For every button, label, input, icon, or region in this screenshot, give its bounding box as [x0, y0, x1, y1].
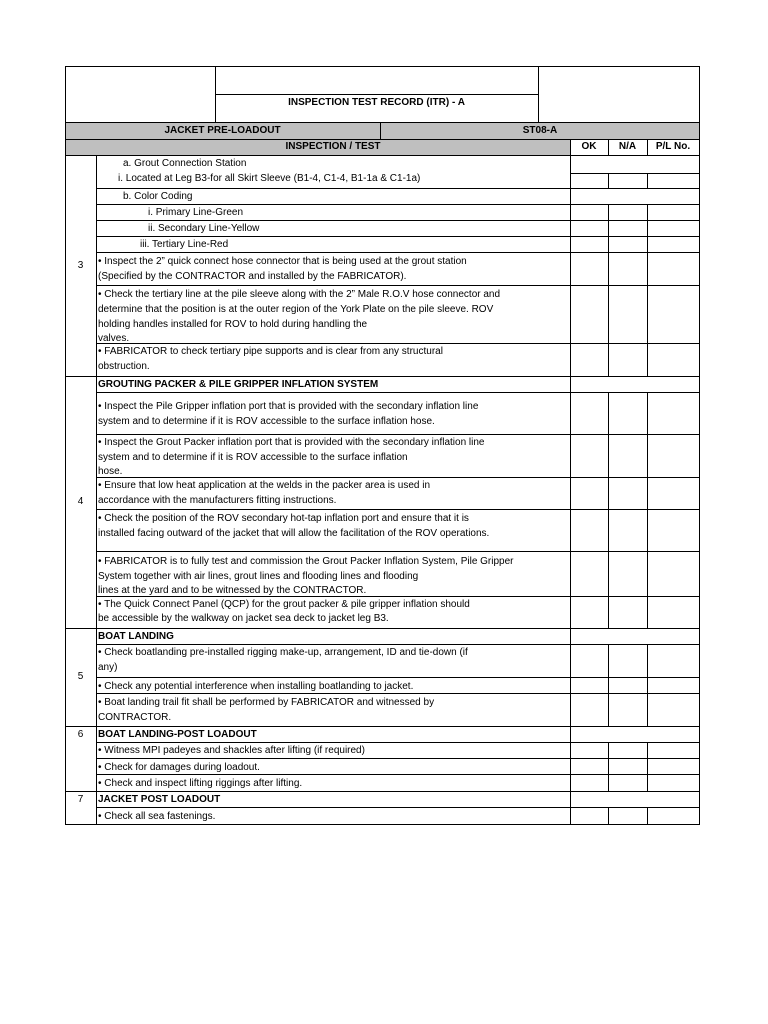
list-item: • Inspect the 2” quick connect hose connector that is being used at the grout station [98, 256, 467, 267]
list-item: • FABRICATOR to check tertiary pipe supports and is clear from any structural [98, 346, 443, 357]
list-item: any) [98, 662, 118, 673]
list-item: i. Located at Leg B3-for all Skirt Sleeve (B1-4, C1-4, B1-1a & C1-1a) [118, 173, 421, 184]
column-header-inspection: INSPECTION / TEST [285, 141, 381, 152]
list-item: iii. Tertiary Line-Red [140, 239, 229, 250]
list-item: CONTRACTOR. [98, 712, 172, 723]
section-heading: GROUTING PACKER & PILE GRIPPER INFLATION SYSTEM [98, 379, 379, 390]
list-item: system and to determine if it is ROV accessible to the surface inflation [98, 452, 408, 463]
list-item: obstruction. [98, 361, 150, 372]
list-item: • Inspect the Pile Gripper inflation port that is provided with the secondary inflation line [98, 401, 479, 412]
list-item: accordance with the manufacturers fitting instructions. [98, 495, 337, 506]
list-item: system and to determine if it is ROV accessible to the surface inflation hose. [98, 416, 435, 427]
list-item: • Check all sea fastenings. [98, 811, 216, 822]
list-item: valves. [98, 333, 130, 344]
column-header-na: N/A [618, 141, 637, 152]
list-item: installed facing outward of the jacket that will allow the facilitation of the ROV operations. [98, 528, 490, 539]
list-item: System together with air lines, grout lines and flooding lines and flooding [98, 571, 419, 582]
list-item: i. Primary Line-Green [148, 207, 244, 218]
section-number: 7 [77, 794, 84, 805]
section-heading: BOAT LANDING-POST LOADOUT [98, 729, 257, 740]
list-item: lines at the yard and to be witnessed by the CONTRACTOR. [98, 585, 367, 596]
list-item: • Witness MPI padeyes and shackles after lifting (if required) [98, 745, 365, 756]
section-number: 3 [77, 260, 84, 271]
list-item: determine that the position is at the outer region of the York Plate on the pile sleeve. ROV [98, 304, 494, 315]
list-item: • Ensure that low heat application at the welds in the packer area is used in [98, 480, 431, 491]
list-item: hose. [98, 466, 123, 477]
list-item: ii. Secondary Line-Yellow [148, 223, 260, 234]
column-header-ok: OK [581, 141, 597, 152]
list-item: • Check the position of the ROV secondary hot-tap inflation port and ensure that it is [98, 513, 469, 524]
list-item: • Check any potential interference when installing boatlanding to jacket. [98, 681, 414, 692]
subtitle-left: JACKET PRE-LOADOUT [164, 125, 281, 136]
page-title: INSPECTION TEST RECORD (ITR) - A [288, 97, 465, 108]
list-item: holding handles installed for ROV to hold during handling the [98, 319, 368, 330]
list-item: • Check boatlanding pre-installed rigging make-up, arrangement, ID and tie-down (if [98, 647, 468, 658]
column-header-pl: P/L No. [655, 141, 691, 152]
list-item: • Check and inspect lifting riggings after lifting. [98, 778, 303, 789]
list-item: b. Color Coding [123, 191, 193, 202]
section-heading: BOAT LANDING [98, 631, 174, 642]
section-number: 5 [77, 671, 84, 682]
list-item: • Check for damages during loadout. [98, 762, 260, 773]
list-item: be accessible by the walkway on jacket sea deck to jacket leg B3. [98, 613, 389, 624]
list-item: • FABRICATOR is to fully test and commission the Grout Packer Inflation System, Pile Gripper [98, 556, 514, 567]
list-item: • Inspect the Grout Packer inflation port that is provided with the secondary inflation line [98, 437, 485, 448]
section-number: 6 [77, 729, 84, 740]
list-item: • The Quick Connect Panel (QCP) for the grout packer & pile gripper inflation should [98, 599, 470, 610]
section-number: 4 [77, 496, 84, 507]
section-heading: JACKET POST LOADOUT [98, 794, 221, 805]
list-item: a. Grout Connection Station [123, 158, 247, 169]
subtitle-right: ST08-A [522, 125, 558, 136]
list-item: (Specified by the CONTRACTOR and installed by the FABRICATOR). [98, 271, 407, 282]
list-item: • Boat landing trail fit shall be performed by FABRICATOR and witnessed by [98, 697, 435, 708]
list-item: • Check the tertiary line at the pile sleeve along with the 2” Male R.O.V hose connector and [98, 289, 501, 300]
